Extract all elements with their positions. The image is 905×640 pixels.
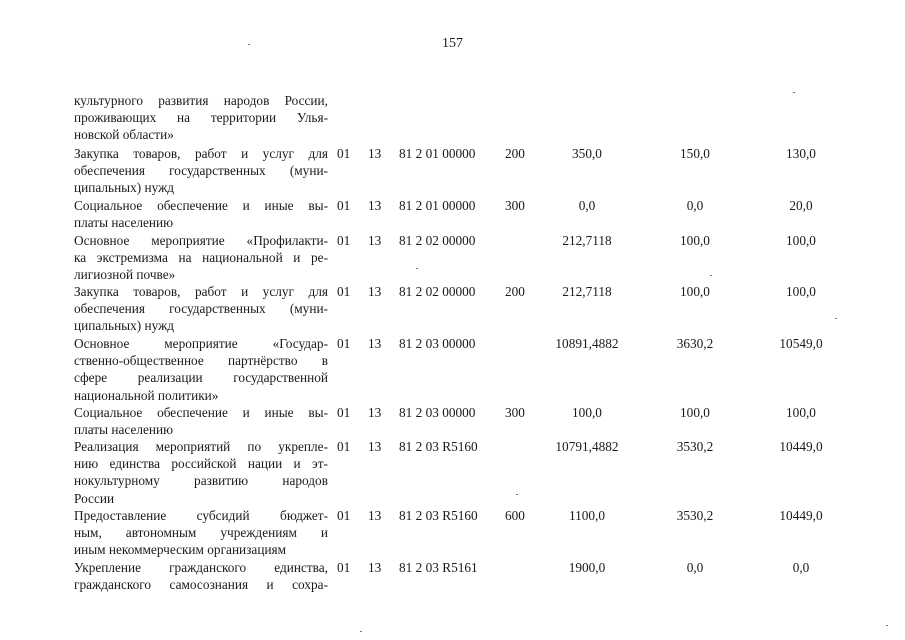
description-line: Укрепление гражданского единства, [74, 560, 328, 575]
description-line: сфере реализации государственной [74, 370, 328, 386]
row-description [74, 559, 328, 593]
section-code: 01 [337, 146, 351, 161]
amount-col-2: 3630,2 [676, 336, 714, 351]
expense-type-code: 300 [505, 198, 525, 213]
row-description [74, 507, 328, 559]
scan-speck [248, 44, 250, 45]
expense-type-code: 200 [505, 284, 525, 299]
description-line: новской области» [74, 127, 174, 143]
expense-type-code: 200 [505, 146, 525, 161]
expense-type-code: 600 [505, 508, 525, 523]
amount-col-3: 10449,0 [779, 439, 823, 454]
description-line: Основное мероприятие «Государ- [74, 336, 328, 351]
amount-col-1: 100,0 [572, 405, 602, 420]
row-description [74, 283, 328, 335]
amount-col-1: 1100,0 [568, 508, 606, 523]
target-article-code: 81 2 03 00000 [399, 405, 476, 420]
description-line: Предоставление субсидий бюджет- [74, 508, 328, 523]
row-description [74, 438, 328, 507]
section-code: 01 [337, 405, 351, 420]
section-code: 01 [337, 284, 351, 299]
description-line: Закупка товаров, работ и услуг для [74, 146, 328, 161]
target-article-code: 81 2 01 00000 [399, 198, 476, 213]
section-code: 01 [337, 508, 351, 523]
row-description [74, 92, 328, 144]
scan-speck [886, 625, 888, 626]
row-description [74, 232, 328, 284]
scan-speck [416, 268, 418, 269]
description-line: Закупка товаров, работ и услуг для [74, 284, 328, 299]
description-line: культурного развития народов России, [74, 93, 328, 108]
description-line: нию единства российской нации и эт- [74, 456, 328, 472]
scan-speck [710, 275, 712, 276]
section-code: 01 [337, 198, 351, 213]
description-line: обеспечения государственных (муни- [74, 301, 328, 317]
target-article-code: 81 2 03 R5161 [399, 560, 478, 575]
amount-col-3: 100,0 [786, 233, 816, 248]
description-line: Реализация мероприятий по укрепле- [74, 439, 328, 454]
section-code: 01 [337, 233, 351, 248]
description-line: ка экстремизма на национальной и ре- [74, 250, 328, 266]
amount-col-1: 350,0 [572, 146, 602, 161]
page-number: 157 [442, 36, 463, 51]
description-line: национальной политики» [74, 387, 219, 403]
description-line: платы населению [74, 215, 174, 231]
target-article-code: 81 2 01 00000 [399, 146, 476, 161]
description-line: Социальное обеспечение и иные вы- [74, 198, 328, 213]
row-description [74, 335, 328, 404]
amount-col-1: 1900,0 [568, 560, 606, 575]
amount-col-2: 3530,2 [676, 439, 714, 454]
description-line: нокультурному развитию народов [74, 473, 328, 489]
scan-speck [360, 631, 362, 632]
amount-col-2: 0,0 [686, 198, 704, 213]
subsection-code: 13 [368, 146, 382, 161]
expense-type-code: 300 [505, 405, 525, 420]
section-code: 01 [337, 439, 351, 454]
amount-col-2: 100,0 [680, 233, 710, 248]
amount-col-1: 10891,4882 [555, 336, 619, 351]
description-line: ципальных) нужд [74, 180, 175, 196]
target-article-code: 81 2 03 R5160 [399, 439, 478, 454]
row-description [74, 404, 328, 438]
description-line: обеспечения государственных (муни- [74, 163, 328, 179]
subsection-code: 13 [368, 198, 382, 213]
row-description [74, 197, 328, 231]
amount-col-1: 0,0 [578, 198, 596, 213]
amount-col-3: 20,0 [789, 198, 813, 213]
subsection-code: 13 [368, 284, 382, 299]
description-line: лигиозной почве» [74, 267, 176, 283]
amount-col-2: 150,0 [680, 146, 710, 161]
target-article-code: 81 2 03 00000 [399, 336, 476, 351]
description-line: Социальное обеспечение и иные вы- [74, 405, 328, 420]
amount-col-2: 100,0 [680, 284, 710, 299]
description-line: гражданского самосознания и сохра- [74, 577, 328, 593]
target-article-code: 81 2 03 R5160 [399, 508, 478, 523]
target-article-code: 81 2 02 00000 [399, 233, 476, 248]
description-line: Основное мероприятие «Профилакти- [74, 233, 328, 248]
subsection-code: 13 [368, 233, 382, 248]
amount-col-1: 212,7118 [562, 284, 612, 299]
amount-col-2: 3530,2 [676, 508, 714, 523]
description-line: России [74, 490, 115, 506]
amount-col-1: 212,7118 [562, 233, 612, 248]
section-code: 01 [337, 336, 351, 351]
amount-col-2: 100,0 [680, 405, 710, 420]
subsection-code: 13 [368, 405, 382, 420]
scan-speck [793, 92, 795, 93]
amount-col-2: 0,0 [686, 560, 704, 575]
amount-col-3: 10549,0 [779, 336, 823, 351]
amount-col-1: 10791,4882 [555, 439, 619, 454]
description-line: иным некоммерческим организациям [74, 542, 287, 558]
description-line: ственно-общественное партнёрство в [74, 353, 328, 369]
scan-speck [835, 318, 837, 319]
description-line: проживающих на территории Улья- [74, 110, 328, 126]
subsection-code: 13 [368, 560, 382, 575]
amount-col-3: 0,0 [792, 560, 810, 575]
amount-col-3: 100,0 [786, 405, 816, 420]
amount-col-3: 100,0 [786, 284, 816, 299]
subsection-code: 13 [368, 336, 382, 351]
description-line: ным, автономным учреждениям и [74, 525, 328, 541]
target-article-code: 81 2 02 00000 [399, 284, 476, 299]
amount-col-3: 130,0 [786, 146, 816, 161]
amount-col-3: 10449,0 [779, 508, 823, 523]
section-code: 01 [337, 560, 351, 575]
scan-speck [516, 494, 518, 495]
subsection-code: 13 [368, 439, 382, 454]
subsection-code: 13 [368, 508, 382, 523]
description-line: ципальных) нужд [74, 318, 175, 334]
row-description [74, 145, 328, 197]
description-line: платы населению [74, 422, 174, 438]
